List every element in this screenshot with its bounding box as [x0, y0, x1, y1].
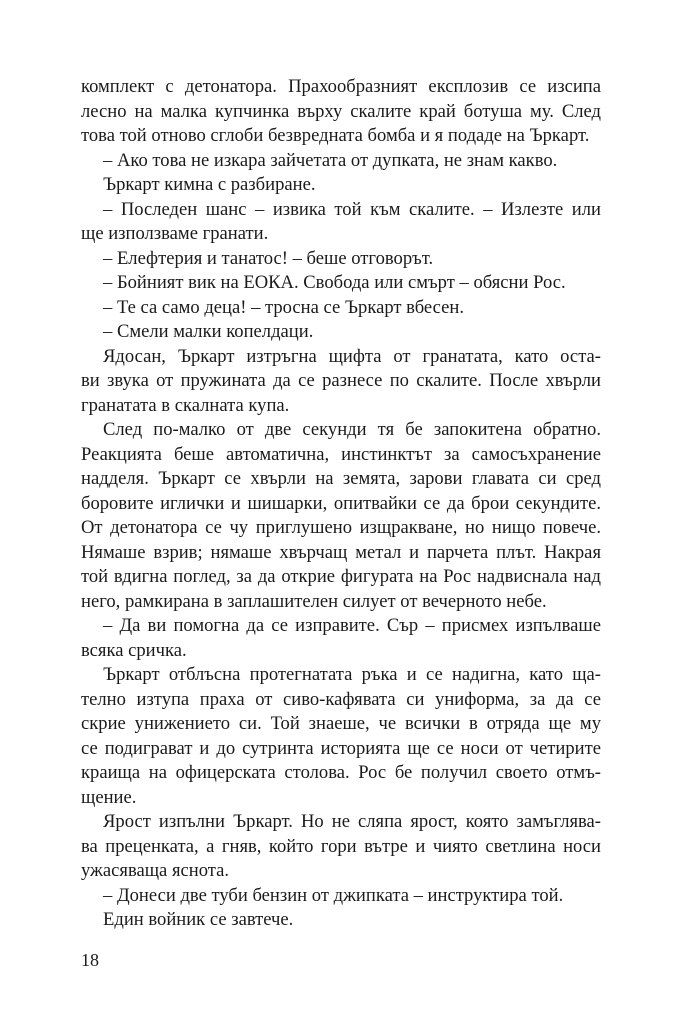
text-line: – Елефтерия и танатос! – беше отговорът.	[103, 247, 434, 269]
text-line: – Бойният вик на ЕОКА. Свобода или смърт – обясни Рос.	[103, 272, 566, 293]
text-line: – Да ви помогна да се изправите. Сър – присмех изпълваше	[103, 615, 601, 636]
text-line: Ъркарт отблъсна протегнатата ръка и се надигна, като ща-	[103, 664, 601, 685]
text-line: – Ако това не изкара зайчетата от дупката, не знам какво.	[103, 149, 558, 171]
text-line: – Те са само деца! – тросна се Ъркарт вбесен.	[103, 296, 464, 318]
text-line: него, рамкирана в заплашителен силует от вечерното небе.	[81, 590, 547, 612]
text-line: Ъркарт кимна с разбиране.	[103, 174, 316, 195]
text-line: щение.	[81, 786, 137, 808]
text-line: ужасяваща яснота.	[81, 860, 230, 881]
text-line: От детонатора се чу приглушено изщракване, но нищо повече.	[81, 517, 601, 538]
text-line: – Смели малки копелдаци.	[103, 321, 314, 342]
page-body	[81, 75, 601, 933]
text-line: всяка сричка.	[81, 639, 187, 661]
text-line: лесно на малка купчинка върху скалите край ботуша му. След	[81, 100, 601, 122]
text-line: той вдигна поглед, за да открие фигурата на Рос надвиснала над	[81, 566, 601, 587]
text-line: това той отново сглоби безвредната бомба и я подаде на Ъркарт.	[81, 125, 590, 146]
text-line: краища на офицерската столова. Рос бе получил своето отмъ-	[81, 762, 601, 783]
text-line: ви звука от пружината да се разнесе по скалите. После хвърли	[81, 370, 601, 391]
text-line: скрие унижението си. Той знаеше, че всички в отряда ще му	[81, 713, 601, 734]
text-line: надделя. Ъркарт се хвърли на земята, зарови главата си сред	[81, 468, 601, 489]
text-line: – Донеси две туби бензин от джипката – инструктира той.	[103, 884, 564, 906]
text-line: ва преценката, а гняв, който гори вътре и чиято светлина носи	[81, 835, 601, 857]
text-line: Ярост изпълни Ъркарт. Но не сляпа ярост, която замъглява-	[103, 811, 601, 832]
text-line: Ядосан, Ъркарт изтръгна щифта от гранатата, като оста-	[103, 345, 601, 367]
text-line: Нямаше взрив; нямаше хвърчащ метал и парчета плът. Накрая	[81, 541, 601, 563]
text-line: телно изтупа праха от сиво-кафявата си униформа, за да се	[81, 688, 601, 710]
text-line: гранатата в скалната купа.	[81, 394, 290, 416]
text-line: боровите иглички и шишарки, опитвайки се да брои секундите.	[81, 492, 601, 514]
page-number: 18	[81, 950, 99, 970]
text-line: След по-малко от две секунди тя бе запокитена обратно.	[103, 419, 601, 440]
text-line: комплект с детонатора. Прахообразният експлозив се изсипа	[81, 76, 601, 97]
text-line: ще използваме гранати.	[81, 223, 269, 244]
text-line: Реакцията беше автоматична, инстинктът за самосъхранение	[81, 443, 601, 465]
text-line: – Последен шанс – извика той към скалите. – Излезте или	[103, 198, 601, 220]
text-line: се подиграват и до сутринта историята ще се носи от четирите	[81, 737, 601, 759]
text-line: Един войник се завтече.	[103, 909, 294, 930]
